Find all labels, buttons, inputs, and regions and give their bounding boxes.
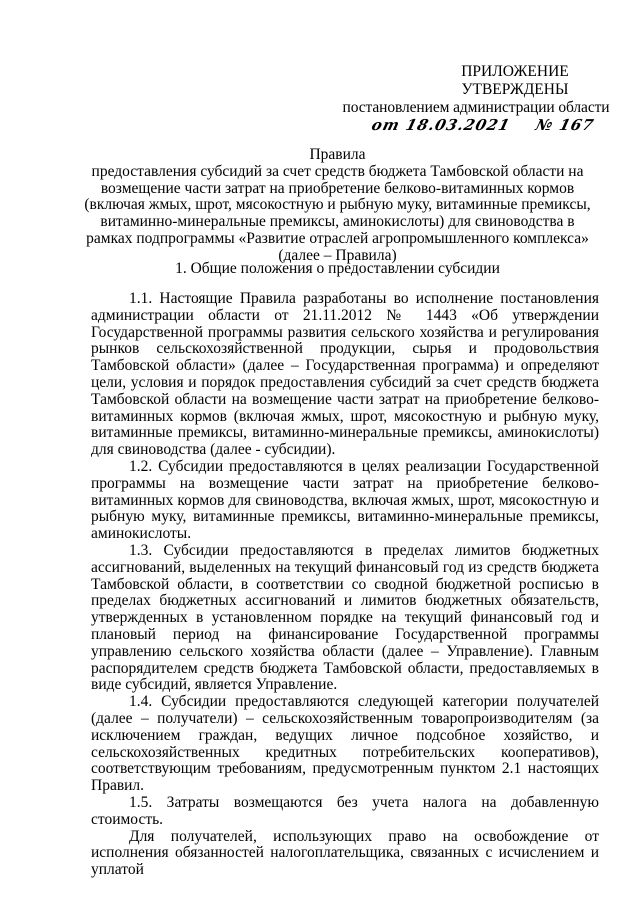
paragraph-1-3: 1.3. Субсидии предоставляются в пределах лимитов бюджетных ассигнований, выделенных на текущий финансовый год из средств бюджета Тамбовской области, в соответствии со сводной бюджетной росписью в пределах бюджетных ассигнований и лимитов бюджетных обязательств, утвержденных в установленном порядке на текущий финансовый год и плановый период на финансирование Государственной программы управлению сельского хозяйства области (далее – Управление). Главным распорядителем средств бюджета Тамбовской области, предоставляемых в виде субсидий, является Управление. [91,541,599,694]
title-line-2: возмещение части затрат на приобретение белково-витаминных кормов [100,179,575,197]
approved-by-text: постановлением администрации области [342,99,610,116]
document-title [80,147,595,265]
section-heading: 1. Общие положения о предоставлении субсидии [175,260,500,277]
handwritten-date: от 18.03.2021 [369,116,513,134]
handwritten-number: № 167 [533,116,597,134]
title-word: Правила [309,146,366,163]
title-line-3: (включая жмых, шрот, мясокостную и рыбную муку, витаминные премиксы, [84,196,591,214]
title-line-5: рамках подпрограммы «Развитие отраслей агропромышленного комплекса» [86,229,589,247]
title-line-4: витаминно-минеральные премиксы, аминокислоты) для свиноводства в [100,213,575,231]
paragraph-1-5: 1.5. Затраты возмещаются без учета налога на добавленную стоимость. [91,793,599,828]
paragraph-continuation: Для получателей, использующих право на освобождение от исполнения обязанностей налогоплательщика, связанных с исчислением и уплатой [91,827,599,879]
title-line-6: (далее – Правила) [278,246,397,264]
title-line-1: предоставления субсидий за счет средств бюджета Тамбовской области на [91,162,584,180]
paragraph-1-2: 1.2. Субсидии предоставляются в целях реализации Государственной программы на возмещение части затрат на приобретение белково-витаминных кормов для свиноводства, включая жмых, шрот, мясокостную и рыбную муку, витаминные премиксы, витаминно-минеральные премиксы, аминокислоты. [91,457,599,543]
handwritten-date-number [318,116,612,134]
paragraph-1-1: 1.1. Настоящие Правила разработаны во исполнение постановления администрации области от 21.11.2012 № 1443 «Об утверждении Государственной программы развития сельского хозяйства и регулирования рынков сельскохозяйственной продукции, сырья и продовольствия Тамбовской области» (далее – Государственная программа) и определяют цели, условия и порядок предоставления субсидий за счет средств бюджета Тамбовской области на возмещение части затрат на приобретение белково-витаминных кормов (включая жмых, шрот, мясокостную и рыбную муку, витаминные премиксы, витаминно-минеральные премиксы, аминокислоты) для свиноводства (далее - субсидии). [91,290,599,459]
approved-label: УТВЕРЖДЕНЫ [461,81,569,98]
document-body [91,291,599,879]
paragraph-1-4: 1.4. Субсидии предоставляются следующей категории получателей (далее – получатели) – сельскохозяйственным товаропроизводителям (за исключением граждан, ведущих личное подсобное хозяйство, и сельскохозяйственных кредитных потребительских кооперативов), соответствующим требованиям, предусмотренным пунктом 2.1 настоящих Правил. [91,693,599,795]
appendix-label: ПРИЛОЖЕНИЕ [461,63,569,80]
approval-stamp [320,63,610,134]
